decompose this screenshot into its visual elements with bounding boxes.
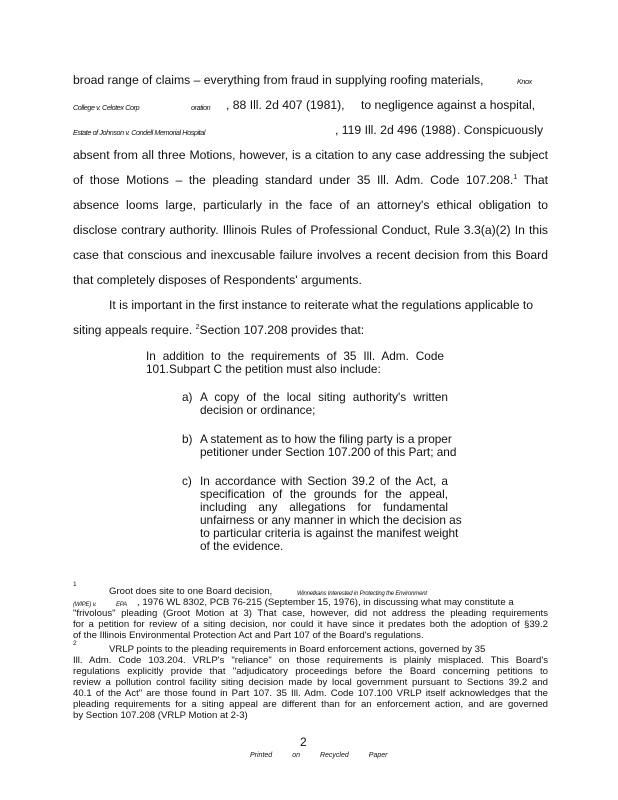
quote-item-c-line-6: of the evidence. <box>200 539 284 553</box>
quote-item-b-line-2: petitioner under Section 107.200 of this Part; and <box>200 445 457 459</box>
quote-item-a-letter: a) <box>182 390 193 404</box>
footnote-2-line-3: regulations explicitly provide that "adjudicatory proceedings before the Board concerning petitions to <box>73 666 548 677</box>
quote-item-a-line-2: decision or ordinance; <box>200 403 316 417</box>
body-line-10: It is important in the first instance to reiterate what the regulations applicable to <box>109 298 534 312</box>
body-line-1: broad range of claims – everything from fraud in supplying roofing materials, Knox <box>73 73 532 87</box>
footnote-2-line-5: 40.1 of the Act" are those found in Part 107. 35 Ill. Adm. Code 107.100 VRLP itself acknowledges that the <box>73 688 548 699</box>
body-line-8: case that conscious and inexcusable failure involves a recent decision from this Board <box>73 248 548 262</box>
quote-item-c-line-2: specification of the grounds for the appeal, <box>200 487 448 501</box>
page-number: 2 <box>300 735 307 749</box>
quote-item-c-line-5: to particular criteria is against the manifest weight <box>200 526 459 540</box>
quote-item-c-letter: c) <box>182 474 192 488</box>
footnote-2-line-4: review a pollution control facility siting decision made by local government pursuant to Sections 39.2 and <box>73 677 548 688</box>
footnote-2-mark: 2 <box>73 640 77 647</box>
body-line-4: absent from all three Motions, however, is a citation to any case addressing the subject <box>73 148 548 162</box>
footnote-2-line-2: Ill. Adm. Code 103.204. VRLP's "reliance" on those requirements is plainly misplaced. This Board's <box>73 655 548 666</box>
footnote-2-line-7: by Section 107.208 (VRLP Motion at 2-3) <box>73 710 248 721</box>
document-page: broad range of claims – everything from fraud in supplying roofing materials, Knox College v. Celotex Corp oration , 88 Ill. 2d 407 (1981), to negligence against a hospital, Estate of Johnson v. Condell Memorial Hospital , 119 Ill. 2d 496 (1988) . Conspicuously absent from all three Motions, however, is a citation to any case addressing the subject of those Motions – the pleading standard under 35 Ill. Adm. Code 107.208.$^1$ That absence looms large, particularly in the face of an attorney's ethical obligation to disclose contrary authority. Illinois Rules of Professional Conduct, Rule 3.3(a)(2) In this case that conscious and inexcusable failure involves a recent decision from this Board that completely disposes of Respondents' arguments. It is important in the first instance to reiterate what the regulations applicable to siting appeals require. $^2$Section 107.208 provides that: In addition to the requirements of 35 Ill. Adm. Code 101.Subpart C the petition must also include: a) A copy of the local siting authority's written decision or ordinance; b) A statement as to how the filing party is a proper petitioner under Section 107.200 of this Part; and c) In accordance with Section 39.2 of the Act, a specification of the grounds for the appeal, including any allegations for fundamental unfairness or any manner in which the decision as to particular criteria is against the manifest weight of the evidence. 1 Groot does site to one Board decision, Winnetkans Interested in Protecting the Environment (WIPE) v. EPA , 1976 WL 8302, PCB 76-215 (September 15, 1976), in discussing what may constitute a "frivolous" pleading (Groot Motion at 3) That case, however, did not address the pleading requirements for a petition for review of a siting decision, nor could it have since it predates both the adoption of §39.2 of the Illinois Environmental Protection Act and Part 107 of the Board's regulations. 2 VRLP points to the pleading requirements in Board enforcement actions, governed by 35 Ill. Adm. Code 103.204. VRLP's "reliance" on those requirements is plainly misplaced. This Board's regulations explicitly provide that "adjudicatory proceedings before the Board concerning petitions to review a pollution control facility siting decision made by local government pursuant to Sections 39.2 and 40.1 of the Act" are those found in Part 107. 35 Ill. Adm. Code 107.100 VRLP itself acknowledges that the pleading requirements for a siting appeal are different than for an enforcement action, and are governed by Section 107.208 (VRLP Motion at 2-3) 2 Printed on Recycled Paper <box>73 73 548 759</box>
quote-intro-2: 101.Subpart C the petition must also include: <box>146 362 381 376</box>
body-line-6: absence looms large, particularly in the face of an attorney's ethical obligation to <box>73 198 548 212</box>
body-line-11: siting appeals require. $^2$Section 107.208 provides that: <box>73 323 365 337</box>
footnote-1-line-3: "frivolous" pleading (Groot Motion at 3) That case, however, did not address the pleading requirements <box>73 608 548 619</box>
body-line-7: disclose contrary authority. Illinois Rules of Professional Conduct, Rule 3.3(a)(2) In this <box>73 223 548 237</box>
quote-item-c-line-1: In accordance with Section 39.2 of the Act, a <box>200 474 448 488</box>
body-line-5: of those Motions – the pleading standard under 35 Ill. Adm. Code 107.208.$^1$ That <box>73 173 548 187</box>
footnote-ref-2[interactable]: 2 <box>195 323 200 331</box>
footnote-ref-1[interactable]: 1 <box>513 173 518 181</box>
footnote-2-line-6: pleading requirements for a siting appeal are different than for an enforcement action, and are governed <box>73 699 548 710</box>
footnote-1-line-4: for a petition for review of a siting decision, nor could it have since it predates both the adoption of §39.2 <box>73 619 548 630</box>
body-line-9: that completely disposes of Respondents' arguments. <box>73 273 362 287</box>
footnote-1-line-5: of the Illinois Environmental Protection Act and Part 107 of the Board's regulations. <box>73 630 424 641</box>
quote-item-c-line-4: unfairness or any manner in which the decision as <box>200 513 462 527</box>
footnote-1-mark: 1 <box>73 581 77 588</box>
quote-intro-1: In addition to the requirements of 35 Ill. Adm. Code <box>146 349 444 363</box>
quote-item-c-line-3: including any allegations for fundamental <box>200 500 448 514</box>
quote-item-b-line-1: A statement as to how the filing party is a proper <box>200 432 452 446</box>
quote-item-b-letter: b) <box>182 432 193 446</box>
quote-item-a-line-1: A copy of the local siting authority's written <box>200 390 448 404</box>
recycled-paper-footer: Printed on Recycled Paper <box>250 752 388 759</box>
